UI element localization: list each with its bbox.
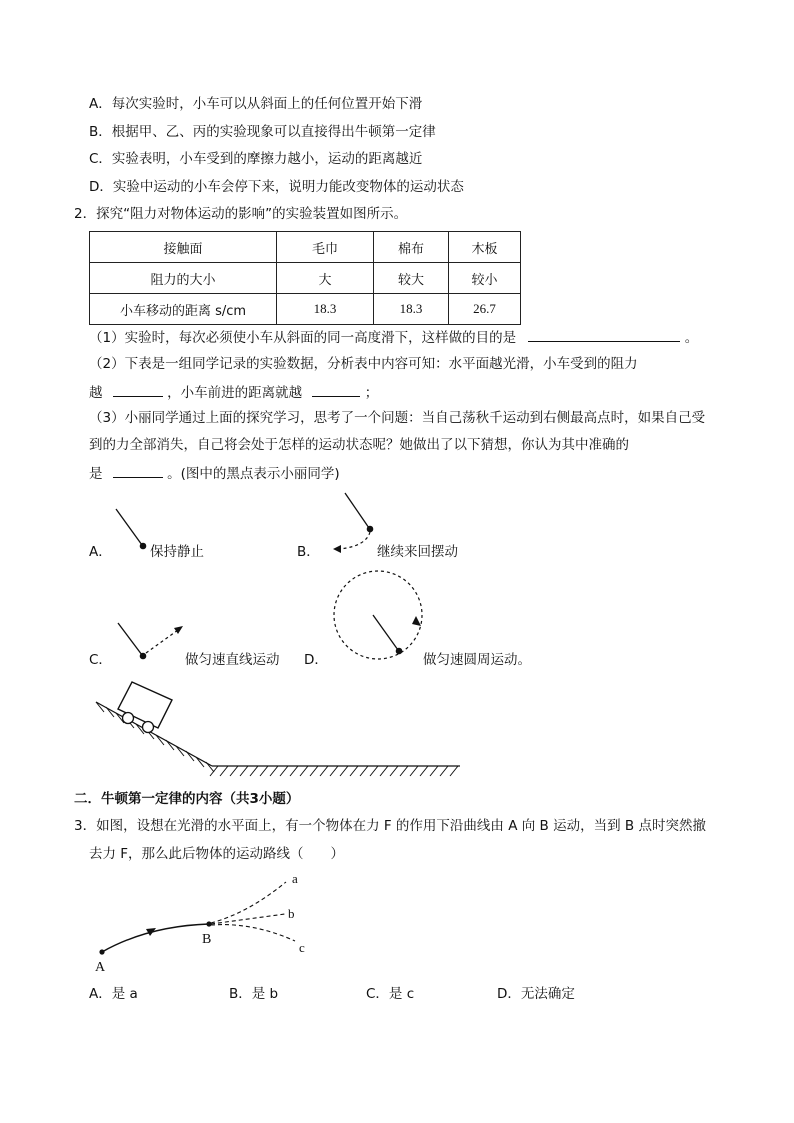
q1-option-a: A．每次实验时，小车可以从斜面上的任何位置开始下滑 xyxy=(89,96,423,112)
choice-d-text: 做匀速圆周运动。 xyxy=(423,652,531,668)
q3-option-d: D．无法确定 xyxy=(497,986,575,1002)
table-row xyxy=(90,263,521,294)
choice-a-letter: A． xyxy=(89,544,112,560)
swing-figure-c xyxy=(110,618,190,668)
choice-a-text: 保持静止 xyxy=(150,544,204,560)
q2-sub3-text: 。(图中的黑点表示小丽同学) xyxy=(167,466,340,482)
q3-option-c: C．是 c xyxy=(366,986,415,1002)
table-cell: 大 xyxy=(277,263,374,294)
choice-d-letter: D． xyxy=(304,652,328,668)
swing-figure-b xyxy=(320,490,380,552)
q2-data-table xyxy=(89,231,521,325)
q3-option-b: B．是 b xyxy=(229,986,279,1002)
path-b-label: b xyxy=(288,906,295,921)
trajectory-figure xyxy=(88,868,318,976)
q2-stem: 2．探究“阻力对物体运动的影响”的实验装置如图所示。 xyxy=(74,206,408,222)
answer-blank-4[interactable] xyxy=(113,463,163,478)
q2-sub3-line3 xyxy=(89,463,340,483)
q2-sub2-line1: （2）下表是一组同学记录的实验数据，分析表中内容可知：水平面越光滑，小车受到的阻力 xyxy=(89,356,638,372)
q3-stem-line2: 去力 F，那么此后物体的运动路线（ ） xyxy=(89,846,345,862)
table-cell: 毛巾 xyxy=(277,232,374,263)
q1-option-d: D．实验中运动的小车会停下来，说明力能改变物体的运动状态 xyxy=(89,179,464,195)
table-row xyxy=(90,294,521,325)
answer-blank-3[interactable] xyxy=(312,382,360,397)
swing-figure-d xyxy=(330,570,430,664)
q2-sub1-text: （1）实验时，每次必须使小车从斜面的同一高度滑下，这样做的目的是 xyxy=(89,330,517,346)
q3-option-a: A．是 a xyxy=(89,986,138,1002)
q1-option-b: B．根据甲、乙、丙的实验现象可以直接得出牛顿第一定律 xyxy=(89,124,436,140)
q2-sub2-line2 xyxy=(89,382,378,402)
table-cell: 小车移动的距离 s/cm xyxy=(90,294,277,325)
choice-c-letter: C． xyxy=(89,652,112,668)
section-2-heading: 二．牛顿第一定律的内容（共3小题） xyxy=(74,791,300,807)
table-row xyxy=(90,232,521,263)
cart-icon xyxy=(118,682,172,733)
incline-apparatus-figure xyxy=(90,676,465,782)
q3-stem-line1: 3．如图，设想在光滑的水平面上，有一个物体在力 F 的作用下沿曲线由 A 向 B 运动，当到 B 点时突然撤 xyxy=(74,818,706,834)
table-cell: 18.3 xyxy=(277,294,374,325)
table-cell: 棉布 xyxy=(374,232,449,263)
q2-sub2-end: ； xyxy=(364,385,379,401)
choice-b-letter: B． xyxy=(297,544,320,560)
q2-sub1-end: 。 xyxy=(684,330,699,346)
answer-blank-2[interactable] xyxy=(113,382,163,397)
q2-sub1 xyxy=(89,327,698,347)
choice-b-text: 继续来回摆动 xyxy=(377,544,458,560)
swing-figure-a xyxy=(110,505,150,555)
q2-sub3-line2: 到的力全部消失，自己将会处于怎样的运动状态呢？她做出了以下猜想，你认为其中准确的 xyxy=(89,437,629,453)
table-cell: 18.3 xyxy=(374,294,449,325)
point-a-label: A xyxy=(95,960,106,975)
q2-sub2-text: 越 xyxy=(89,385,103,401)
table-cell: 较大 xyxy=(374,263,449,294)
q2-sub2-text: ，小车前进的距离就越 xyxy=(167,385,303,401)
table-cell: 阻力的大小 xyxy=(90,263,277,294)
table-cell: 26.7 xyxy=(449,294,521,325)
table-cell: 木板 xyxy=(449,232,521,263)
table-cell: 接触面 xyxy=(90,232,277,263)
q1-option-c: C．实验表明，小车受到的摩擦力越小，运动的距离越近 xyxy=(89,151,423,167)
choice-c-text: 做匀速直线运动 xyxy=(185,652,280,668)
point-b-label: B xyxy=(202,932,212,947)
path-a-label: a xyxy=(292,871,298,886)
path-c-label: c xyxy=(299,940,305,955)
table-cell: 较小 xyxy=(449,263,521,294)
answer-blank-1[interactable] xyxy=(528,327,680,342)
q2-sub3-text: 是 xyxy=(89,466,103,482)
q2-sub3-line1: （3）小丽同学通过上面的探究学习，思考了一个问题：当自己荡秋千运动到右侧最高点时，如果自己受 xyxy=(89,410,706,426)
